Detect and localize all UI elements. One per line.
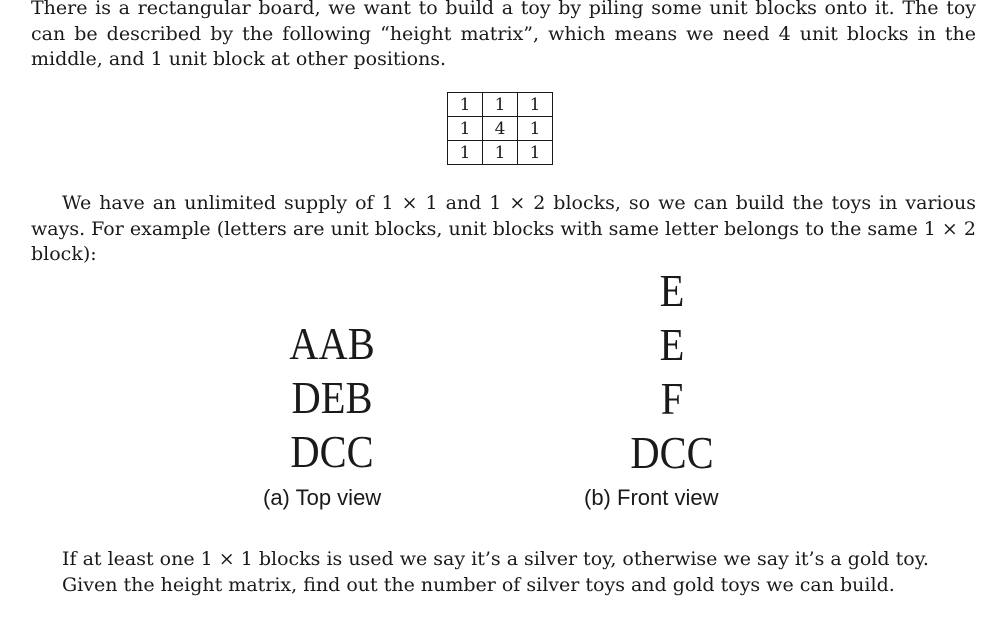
intro-paragraph: There is a rectangular board, we want to build a toy by piling some unit blocks onto it. The toy can be described by the following “height matrix”, which means we need 4 unit blocks in the middle, and 1 unit block at other positions. (31, 0, 976, 70)
matrix-cell: 1 (518, 117, 553, 141)
rule-paragraph: If at least one 1 × 1 blocks is used we say it’s a silver toy, otherwise we say it’s a gold toy. (62, 548, 929, 570)
matrix-cell: 4 (483, 117, 518, 141)
front-view-figure (612, 264, 732, 480)
front-view-row: E (659, 319, 685, 370)
top-view-caption: (a) Top view (263, 485, 382, 510)
top-view-figure (270, 317, 393, 479)
top-view-row: AAB (289, 318, 375, 369)
matrix-row (448, 141, 553, 165)
matrix-cell: 1 (518, 141, 553, 165)
task-paragraph: Given the height matrix, find out the number of silver toys and gold toys we can build. (62, 574, 895, 596)
matrix-cell: 1 (448, 117, 483, 141)
front-view-row: F (660, 373, 684, 424)
top-view-row: DEB (291, 372, 373, 423)
matrix-cell: 1 (518, 93, 553, 117)
matrix-cell: 1 (448, 141, 483, 165)
height-matrix-table (447, 92, 553, 165)
matrix-cell: 1 (483, 141, 518, 165)
matrix-row (448, 117, 553, 141)
supply-paragraph: We have an unlimited supply of 1 × 1 and 1 × 2 blocks, so we can build the toys in various ways. For example (letters are unit blocks, unit blocks with same letter belongs to the same 1 × 2 block): (31, 192, 976, 265)
matrix-cell: 1 (483, 93, 518, 117)
front-view-caption: (b) Front view (584, 485, 719, 510)
matrix-cell: 1 (448, 93, 483, 117)
front-view-row: DCC (630, 427, 714, 478)
front-view-row: E (659, 265, 685, 316)
top-view-row: DCC (290, 426, 374, 477)
matrix-row (448, 93, 553, 117)
